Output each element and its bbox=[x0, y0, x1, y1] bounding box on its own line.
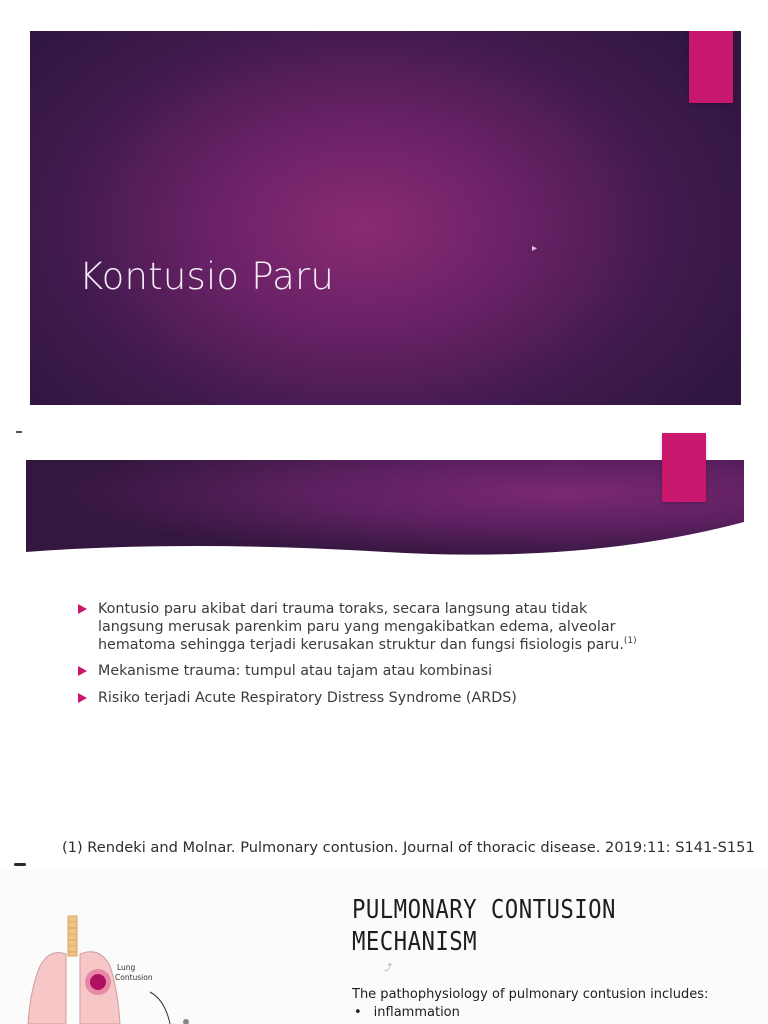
bullet-arrow-icon bbox=[78, 693, 87, 703]
bullet-arrow-icon bbox=[78, 666, 87, 676]
page-edge-mark bbox=[16, 431, 22, 433]
title-slide bbox=[30, 31, 741, 405]
citation-marker: (1) bbox=[623, 636, 637, 647]
reference-citation: (1) Rendeki and Molnar. Pulmonary contusion. Journal of thoracic disease. 2019:11: S141-S151 bbox=[62, 839, 755, 856]
slide-title: Kontusio Paru bbox=[79, 255, 335, 298]
bullet-item bbox=[78, 662, 638, 680]
bullet-item bbox=[78, 689, 638, 707]
description-text: The pathophysiology of pulmonary contusion includes: bbox=[352, 987, 709, 1002]
heading-line: MECHANISM bbox=[352, 927, 478, 957]
figure-label: Contusion bbox=[115, 973, 153, 982]
page-edge-mark bbox=[14, 863, 26, 866]
mouse-cursor-icon: ⤴ bbox=[384, 963, 392, 972]
mouse-cursor-icon: ▸ bbox=[532, 243, 538, 254]
list-item: • inflammation bbox=[354, 1005, 460, 1020]
bullet-arrow-icon bbox=[78, 604, 87, 614]
mechanism-list bbox=[354, 1005, 460, 1020]
bullet-text: Risiko terjadi Acute Respiratory Distress Syndrome (ARDS) bbox=[98, 690, 517, 706]
bullet-item bbox=[78, 600, 638, 654]
bullet-text: Mekanisme trauma: tumpul atau tajam atau kombinasi bbox=[98, 663, 493, 679]
figure-label: Lung bbox=[117, 963, 136, 972]
accent-tab bbox=[662, 433, 706, 502]
bullet-text: Kontusio paru akibat dari trauma toraks, secara langsung atau tidak langsung merusak parenkim paru yang mengakibatkan edema, alveolar hematoma sehingga terjadi kerusakan struktur dan fungsi fisiologis paru. bbox=[98, 601, 624, 653]
slide-heading bbox=[352, 894, 616, 958]
accent-tab bbox=[689, 31, 733, 103]
mechanism-slide bbox=[0, 870, 768, 1024]
heading-line: PULMONARY CONTUSION bbox=[352, 895, 616, 925]
header-band bbox=[26, 460, 744, 570]
lung-diagram-icon bbox=[0, 870, 340, 1024]
